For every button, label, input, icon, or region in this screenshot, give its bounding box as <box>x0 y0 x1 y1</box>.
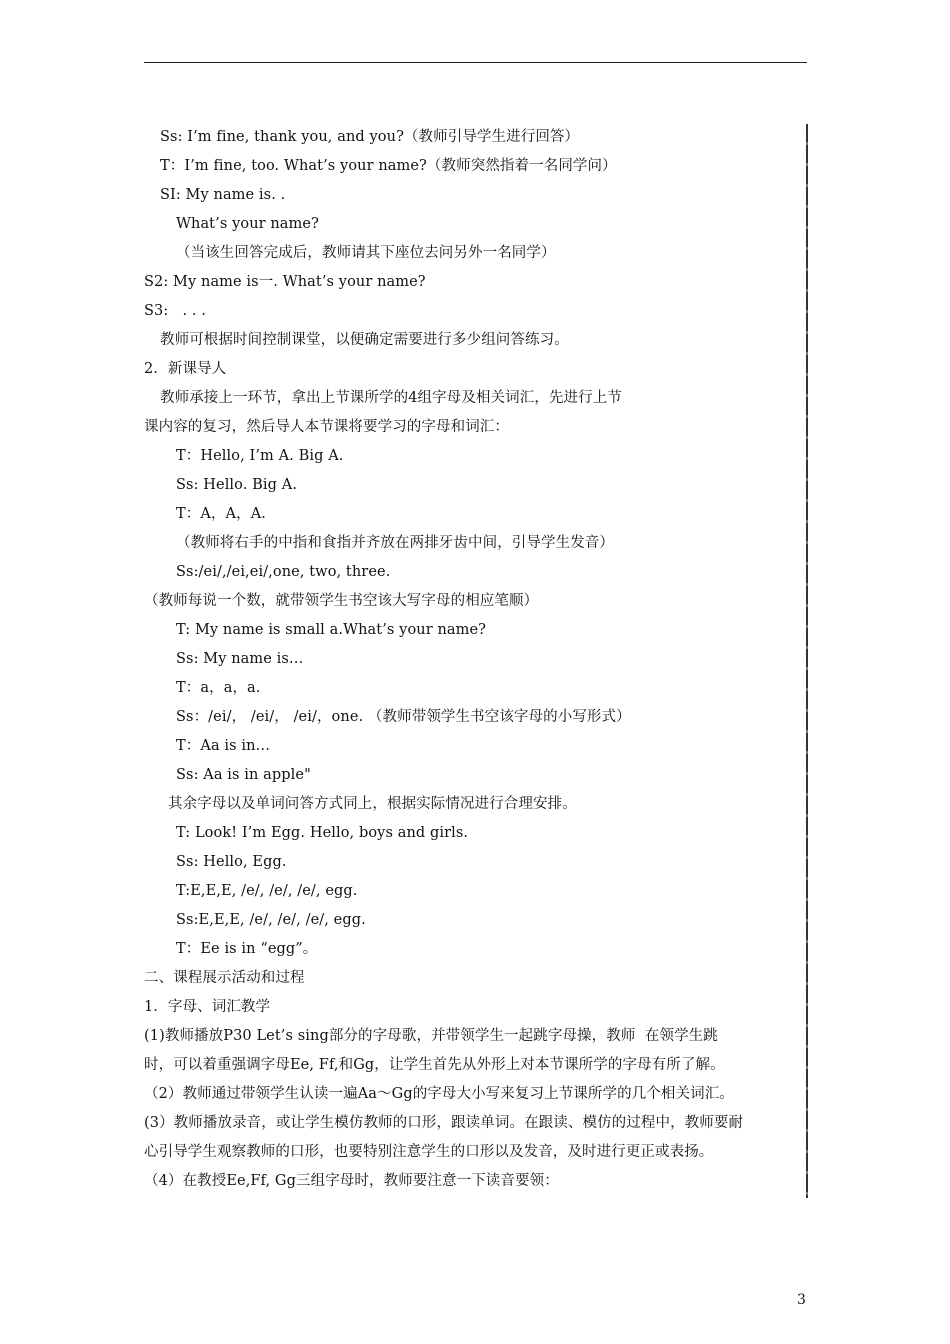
text-line: S3: . . . <box>144 303 207 319</box>
section-heading: 二、课程展示活动和过程 <box>144 970 305 986</box>
text-line: T：a，a，a. <box>176 680 261 696</box>
text-line: Ss: I’m fine, thank you, and you?（教师引导学生进行回答） <box>160 129 580 145</box>
text-line: SI: My name is. . <box>160 187 286 203</box>
text-line: Ss: Aa is in apple" <box>176 767 311 783</box>
text-line: Ss: Hello. Big A. <box>176 477 298 493</box>
section-heading: 1．字母、词汇教学 <box>144 999 271 1015</box>
text-line: 教师承接上一环节，拿出上节课所学的4组字母及相关词汇，先进行上节 <box>160 390 622 406</box>
page-number: 3 <box>797 1292 806 1308</box>
text-line: (1)教师播放P30 Let’s sing部分的字母歌，并带领学生一起跳字母操，教师 在领学生跳 <box>144 1028 718 1044</box>
text-line: （2）教师通过带领学生认读一遍Aa～Gg的字母大小写来复习上节课所学的几个相关词汇。 <box>144 1086 734 1102</box>
text-line: T：A，A，A. <box>176 506 266 522</box>
text-line: （教师将右手的中指和食指并齐放在两排牙齿中间，引导学生发音） <box>176 535 614 551</box>
text-line: T: My name is small a.What’s your name? <box>176 622 487 638</box>
text-line: T：Ee is in “egg”。 <box>176 941 318 957</box>
text-line: 教师可根据时间控制课堂，以便确定需要进行多少组问答练习。 <box>160 332 569 348</box>
text-line: Ss: Hello, Egg. <box>176 854 287 870</box>
text-line: 心引导学生观察教师的口形，也要特别注意学生的口形以及发音，及时进行更正或表扬。 <box>144 1144 714 1160</box>
right-margin-rule <box>806 124 808 1198</box>
text-line: Ss:E,E,E, /e/, /e/, /e/, egg. <box>176 912 366 928</box>
text-line: （当该生回答完成后，教师请其下座位去问另外一名同学） <box>176 245 556 261</box>
text-line: 时，可以着重强调字母Ee, Ff,和Gg，让学生首先从外形上对本节课所学的字母有所了解。 <box>144 1057 725 1073</box>
text-line: T：Aa is in… <box>176 738 271 754</box>
text-line: （教师每说一个数，就带领学生书空该大写字母的相应笔顺） <box>144 593 539 609</box>
text-line: T：Hello, I’m A. Big A. <box>176 448 344 464</box>
text-line: T：I’m fine, too. What’s your name?（教师突然指着一名同学问） <box>160 158 617 174</box>
text-line: Ss：/ei/， /ei/， /ei/，one. （教师带领学生书空该字母的小写形式） <box>176 709 631 725</box>
text-line: 课内容的复习，然后导人本节课将要学习的字母和词汇： <box>144 419 509 435</box>
text-line: T: Look! I’m Egg. Hello, boys and girls. <box>176 825 469 841</box>
text-line: (3）教师播放录音，或让学生模仿教师的口形，跟读单词。在跟读、模仿的过程中，教师要耐 <box>144 1115 744 1131</box>
text-line: 其余字母以及单词问答方式同上，根据实际情况进行合理安排。 <box>168 796 577 812</box>
text-line: （4）在教授Ee,Ff, Gg三组字母时，教师要注意一下读音要领： <box>144 1173 559 1189</box>
section-heading: 2．新课导人 <box>144 361 227 377</box>
text-line: What’s your name? <box>176 216 319 232</box>
header-rule <box>144 62 807 63</box>
text-line: S2: My name is一. What’s your name? <box>144 274 426 290</box>
text-line: Ss: My name is… <box>176 651 304 667</box>
text-line: T:E,E,E, /e/, /e/, /e/, egg. <box>176 883 358 899</box>
text-line: Ss:/ei/,/ei,ei/,one, two, three. <box>176 564 391 580</box>
